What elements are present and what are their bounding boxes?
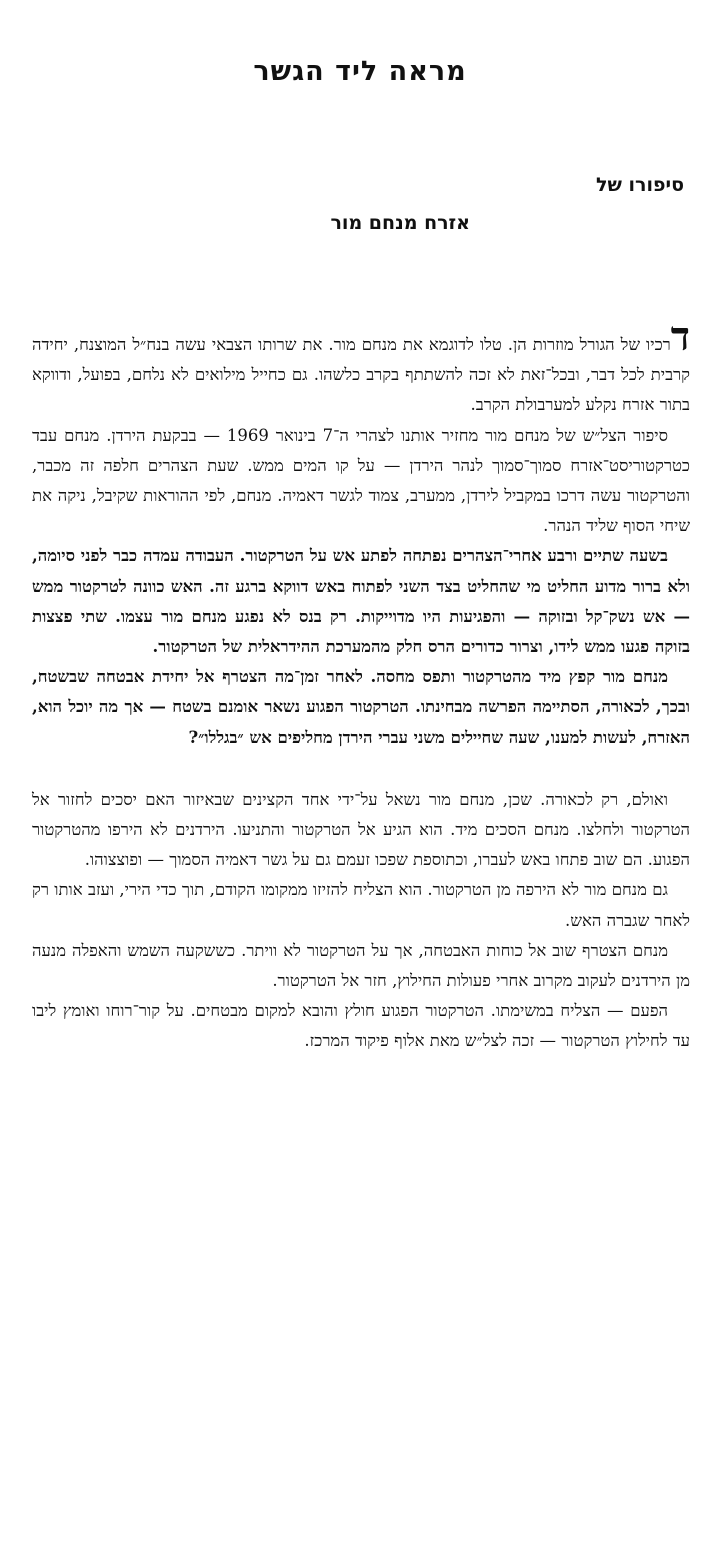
- subtitle-person-name: אזרח מנחם מור: [330, 212, 470, 234]
- paragraph-4: מנחם מור קפץ מיד מהטרקטור ותפס מחסה. לאחר זמן־מה הצטרף אל יחידת אבטחה שבשטח, ובכך, לכאורה, הסתיימה הפרשה מבחינתו. הטרקטור הפגוע נשאר אומנם בשטח — אך מה יוכל הוא, האזרח, לעשות למענו, שעה שחיילים משני עברי הירדן מחליפים אש ״בגללו״?: [32, 667, 690, 747]
- section-gap: [32, 753, 690, 785]
- paragraph-7: מנחם הצטרף שוב אל כוחות האבטחה, אך על הטרקטור לא וויתר. כששקעה השמש והאפלה מנעה מן הירדנים לעקוב מקרוב אחרי פעולות החילוץ, חזר אל הטרקטור.: [32, 940, 690, 991]
- page-title: מראה ליד הגשר: [253, 56, 467, 87]
- paragraph-1: דרכיו של הגורל מוזרות הן. טלו לדוגמא את מנחם מור. את שרותו הצבאי עשה בנח״ל המוצנח, יחידה קרבית לכל דבר, ובכל־זאת לא זכה להשתתף בקרב כלשהו. גם כחייל מילואים לא נלחם, בפועל, ודווקא בתור אזרח נקלע למערבולת הקרב.: [32, 313, 690, 415]
- paragraph-2: סיפור הצל״ש של מנחם מור מחזיר אותנו לצהרי ה־7 בינואר 1969 — בבקעת הירדן. מנחם עבד כטרקטוריסט־אזרח סמוך־סמוך לנהר הירדן — על קו המים ממש. שעת הצהרים חלפה זה מכבר, והטרקטור עשה דרכו במקביל לירדן, ממערב, צמוד לגשר דאמיה. מנחם, לפי ההוראות שקיבל, ניקה את שיחי הסוף שליד הנהר.: [32, 425, 690, 536]
- article-body: [32, 313, 690, 1057]
- paragraph-8: הפעם — הצליח במשימתו. הטרקטור הפגוע חולץ והובא למקום מבטחים. על קור־רוחו ואומץ ליבו עד לחילוץ הטרקטור — זכה לצל״ש מאת אלוף פיקוד המרכז.: [32, 1001, 690, 1051]
- subtitle-story-of: סיפורו של: [595, 174, 684, 196]
- paragraph-3: בשעה שתיים ורבע אחרי־הצהרים נפתחה לפתע אש על הטרקטור. העבודה עמדה כבר לפני סיומה, ולא ברור מדוע החליט מי שהחליט בצד השני לפתוח באש דווקא ברגע זה. האש כוונה לטרקטור ממש — אש נשק־קל ובזוקה — והפגיעות היו מדוייקות. רק בנס לא נפגע מנחם מור עצמו. שתי פצצות בזוקה פגעו ממש לידו, וצרור כדורים הרס חלק מהמערכת ההידראלית של הטרקטור.: [32, 546, 690, 657]
- paragraph-5: ואולם, רק לכאורה. שכן, מנחם מור נשאל על־ידי אחד הקצינים שבאיזור האם יסכים לחזור אל הטרקטור ולחלצו. מנחם הסכים מיד. הוא הגיע אל הטרקטור והתניעו. הירדנים לא הירפו מהטרקטור הפגוע. הם שוב פתחו באש לעברו, וכתוספת שפכו זעמם גם על גשר דאמיה הסמוך — ופוצצוהו.: [32, 789, 690, 870]
- paragraph-6: גם מנחם מור לא הירפה מן הטרקטור. הוא הצליח להזיזו ממקומו הקודם, תוך כדי הירי, ועזב אותו רק לאחר שגברה האש.: [32, 880, 690, 930]
